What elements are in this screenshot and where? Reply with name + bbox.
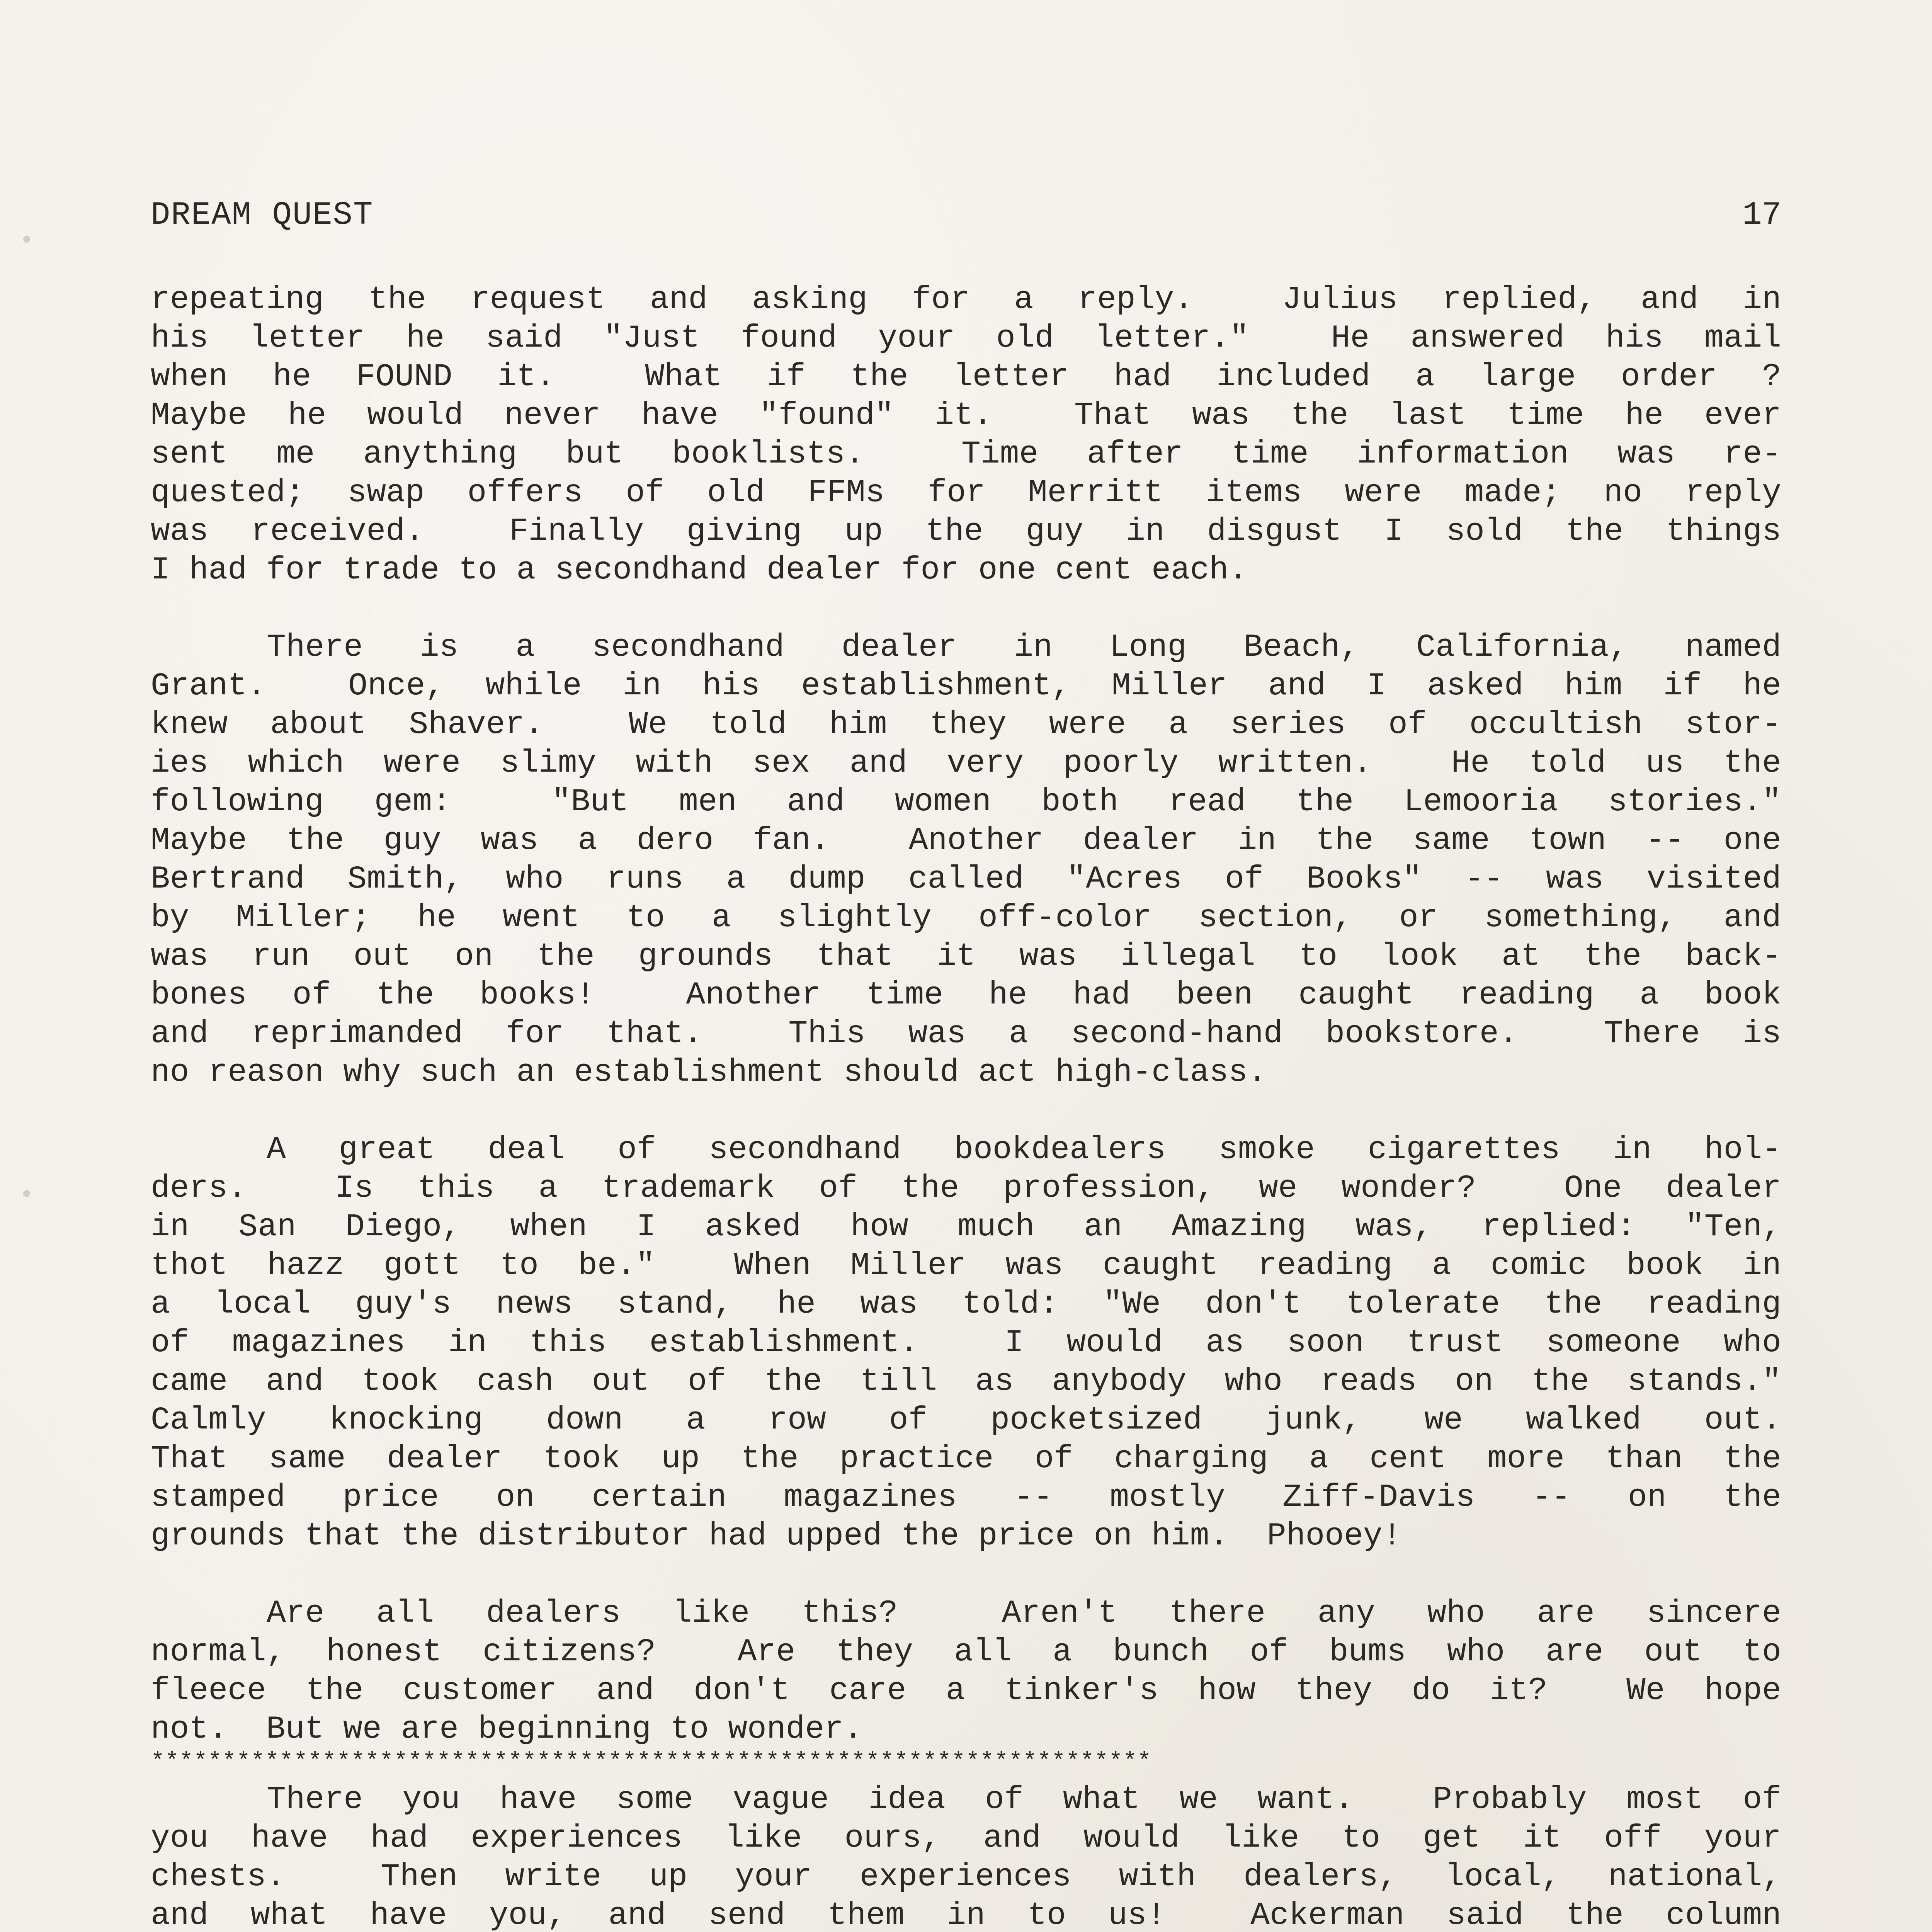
text-line: chests. Then write up your experiences with dealers, local, national, [151, 1859, 1781, 1895]
text-line: in San Diego, when I asked how much an Amazing was, replied: "Ten, [151, 1209, 1781, 1245]
text-line: you have had experiences like ours, and would like to get it off your [151, 1820, 1781, 1856]
text-line: grounds that the distributor had upped the price on him. Phooey! [151, 1518, 1402, 1554]
page-header [151, 197, 1781, 243]
text-line: ies which were slimy with sex and very poorly written. He told us the [151, 745, 1781, 781]
text-line: bones of the books! Another time he had been caught reading a book [151, 977, 1781, 1013]
text-line: Are all dealers like this? Aren't there any who are sincere [267, 1595, 1781, 1631]
text-line: stamped price on certain magazines -- mostly Ziff-Davis -- on the [151, 1479, 1781, 1515]
text-line: his letter he said "Just found your old letter." He answered his mail [151, 320, 1781, 356]
text-line: ders. Is this a trademark of the profession, we wonder? One dealer [151, 1170, 1781, 1206]
page-speck [23, 1190, 30, 1197]
text-line: repeating the request and asking for a reply. Julius replied, and in [151, 281, 1781, 318]
page-number: 17 [1742, 197, 1781, 234]
text-line: and reprimanded for that. This was a second-hand bookstore. There is [151, 1015, 1781, 1052]
text-line: knew about Shaver. We told him they were a series of occultish stor- [151, 706, 1781, 743]
text-line: was run out on the grounds that it was illegal to look at the back- [151, 938, 1781, 975]
text-line: Maybe the guy was a dero fan. Another dealer in the same town -- one [151, 822, 1781, 859]
text-line: There you have some vague idea of what we want. Probably most of [267, 1781, 1781, 1818]
text-line: came and took cash out of the till as anybody who reads on the stands." [151, 1363, 1781, 1400]
paragraph [151, 1130, 1781, 1555]
text-line: normal, honest citizens? Are they all a bunch of bums who are out to [151, 1634, 1781, 1670]
asterisk-separator: ********************************************************************** [151, 1749, 1152, 1775]
paragraph [151, 628, 1781, 1092]
text-line: That same dealer took up the practice of charging a cent more than the [151, 1440, 1781, 1477]
text-line: following gem: "But men and women both read the Lemooria stories." [151, 784, 1781, 820]
text-line: A great deal of secondhand bookdealers smoke cigarettes in hol- [267, 1131, 1781, 1168]
text-line: no reason why such an establishment should act high-class. [151, 1054, 1267, 1090]
text-line: by Miller; he went to a slightly off-color section, or something, and [151, 900, 1781, 936]
page-speck [23, 236, 30, 243]
text-line: thot hazz gott to be." When Miller was caught reading a comic book in [151, 1247, 1781, 1284]
text-line: quested; swap offers of old FFMs for Merritt items were made; no reply [151, 474, 1781, 511]
article-body [151, 280, 1781, 1932]
text-line: fleece the customer and don't care a tinker's how they do it? We hope [151, 1672, 1781, 1709]
text-line: I had for trade to a secondhand dealer for one cent each. [151, 552, 1248, 588]
text-line: when he FOUND it. What if the letter had included a large order ? [151, 359, 1781, 395]
paragraph [151, 280, 1781, 589]
text-line: not. But we are beginning to wonder. [151, 1711, 863, 1747]
paragraph [151, 1594, 1781, 1748]
text-line: Maybe he would never have "found" it. That was the last time he ever [151, 397, 1781, 434]
text-line: Grant. Once, while in his establishment, Miller and I asked him if he [151, 668, 1781, 704]
text-line: was received. Finally giving up the guy in disgust I sold the things [151, 513, 1781, 549]
text-line: of magazines in this establishment. I would as soon trust someone who [151, 1325, 1781, 1361]
text-line: a local guy's news stand, he was told: "We don't tolerate the reading [151, 1286, 1781, 1322]
text-line: sent me anything but booklists. Time after time information was re- [151, 436, 1781, 472]
closing-paragraph [151, 1780, 1781, 1932]
text-line: Calmly knocking down a row of pocketsized junk, we walked out. [151, 1402, 1781, 1438]
text-line: and what have you, and send them in to us! Ackerman said the column [151, 1897, 1781, 1932]
text-line: There is a secondhand dealer in Long Beach, California, named [267, 629, 1781, 665]
running-title: DREAM QUEST [151, 197, 374, 234]
text-line: Bertrand Smith, who runs a dump called "Acres of Books" -- was visited [151, 861, 1781, 897]
